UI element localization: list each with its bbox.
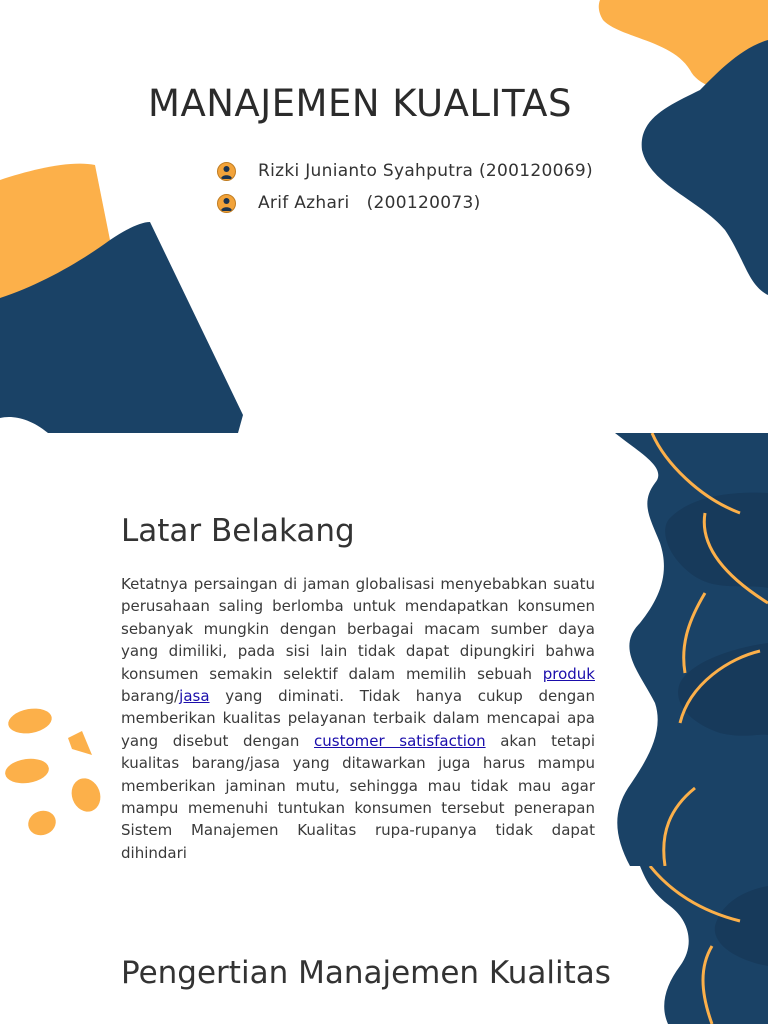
author-name: Arif Azhari (200120073) xyxy=(258,193,481,213)
customer-satisfaction-link[interactable]: customer satisfaction xyxy=(314,731,486,750)
author-name: Rizki Junianto Syahputra (200120069) xyxy=(258,161,593,181)
decorative-shapes xyxy=(0,866,768,1024)
paragraph-text: barang/ xyxy=(121,687,180,706)
paragraph-text: yang diminati. Tidak hanya cukup dengan memberikan kualitas pelayanan terbaik dalam mencapai apa yang disebut dengan xyxy=(121,687,595,750)
author-item xyxy=(217,187,593,219)
orange-dot xyxy=(25,807,60,839)
paragraph-text: akan tetapi kualitas barang/jasa yang ditawarkan juga harus mampu memberikan jaminan mutu, sehingga mau tidak mau agar mampu memenuhi tuntukan konsumen tersebut penerapan Sistem Manajemen Kualitas rupa-rupanya tidak dapat dihindari xyxy=(121,731,595,862)
orange-dot xyxy=(67,774,105,816)
orange-dot xyxy=(6,705,53,736)
person-icon xyxy=(217,162,236,181)
orange-dot xyxy=(4,756,51,786)
background-slide xyxy=(0,433,768,866)
jasa-link[interactable]: jasa xyxy=(179,687,210,706)
paragraph-text: Ketatnya persaingan di jaman globalisasi menyebabkan suatu perusahaan saling berlomba untuk mendapatkan konsumen sebanyak mungkin dengan berbagai macam sumber daya yang dimiliki, pada sisi lain tidak dapat dipungkiri bahwa konsumen semakin selektif dalam memilih sebuah xyxy=(121,575,595,683)
produk-link[interactable]: produk xyxy=(542,664,595,683)
definition-slide xyxy=(0,866,768,1024)
author-item xyxy=(217,155,593,187)
section-heading: Pengertian Manajemen Kualitas xyxy=(121,955,611,991)
paragraph xyxy=(121,573,595,863)
author-list xyxy=(217,155,593,219)
section-heading: Latar Belakang xyxy=(121,513,355,549)
presentation-title: MANAJEMEN KUALITAS xyxy=(148,82,572,125)
title-slide xyxy=(0,0,768,433)
person-icon xyxy=(217,194,236,213)
orange-dot xyxy=(68,731,92,755)
